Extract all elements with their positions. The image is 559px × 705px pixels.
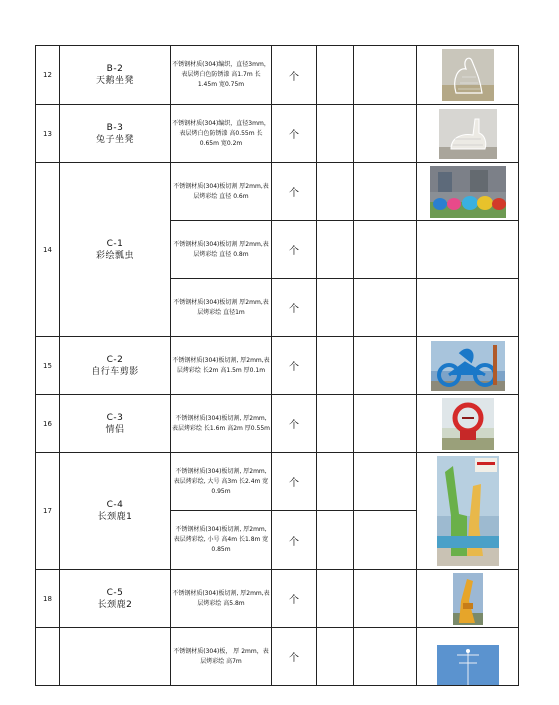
item-name-cell	[60, 46, 171, 105]
photo-cell	[417, 163, 519, 221]
item-name: 情侣	[105, 424, 125, 435]
photo-cell	[417, 46, 519, 105]
photo-cell	[417, 453, 519, 570]
row-number	[36, 628, 60, 686]
table-row	[36, 570, 519, 628]
item-unit: 个	[272, 105, 317, 163]
item-code: C-1	[106, 238, 124, 249]
item-unit: 个	[272, 221, 317, 279]
row-number: 17	[36, 453, 60, 570]
item-code: C-5	[106, 587, 124, 598]
item-name-cell	[60, 570, 171, 628]
table-row	[36, 628, 519, 686]
empty-cell	[317, 279, 354, 337]
item-name: 长颈鹿2	[97, 599, 133, 610]
tall-sculpture-icon	[437, 645, 499, 685]
item-unit: 个	[272, 163, 317, 221]
item-unit: 个	[272, 279, 317, 337]
item-name-cell	[60, 395, 171, 453]
item-unit: 个	[272, 337, 317, 395]
table-row	[36, 105, 519, 163]
item-description: 不锈钢材质(304)板， 厚 2mm，表层烤彩绘 高7m	[171, 628, 272, 686]
item-description: 不锈钢材质(304)板切割 厚2mm,表层烤彩绘 直径1m	[171, 279, 272, 337]
item-unit: 个	[272, 46, 317, 105]
empty-cell	[317, 628, 354, 686]
item-name: 彩绘瓢虫	[95, 250, 134, 261]
product-table	[35, 45, 519, 686]
item-name-cell	[60, 337, 171, 395]
item-unit: 个	[272, 511, 317, 570]
empty-cell	[317, 511, 354, 570]
empty-cell	[317, 453, 354, 511]
item-description: 不锈钢材质(304)板切割, 厚2mm,表层烤彩绘 高5.8m	[171, 570, 272, 628]
table-row	[36, 337, 519, 395]
photo-cell	[417, 395, 519, 453]
table-row	[36, 163, 519, 221]
empty-cell	[317, 105, 354, 163]
item-description: 不锈钢材质(304)板切割 厚2mm,表层烤彩绘 直径 0.6m	[171, 163, 272, 221]
photo-cell	[417, 105, 519, 163]
row-number: 14	[36, 163, 60, 337]
row-number: 16	[36, 395, 60, 453]
item-name-cell	[60, 163, 171, 337]
empty-cell	[354, 105, 417, 163]
table-row	[36, 395, 519, 453]
empty-cell	[354, 163, 417, 221]
table-row	[36, 46, 519, 105]
rabbit-wire-sculpture-icon	[439, 109, 497, 159]
swan-wire-sculpture-icon	[442, 49, 494, 101]
item-description: 不锈钢材质(304)板切割, 厚2mm,表层烤彩绘 长2m 高1.5m 厚0.1m	[171, 337, 272, 395]
row-number: 15	[36, 337, 60, 395]
item-unit: 个	[272, 628, 317, 686]
giraffe-sculpture-icon	[453, 573, 483, 625]
empty-cell	[354, 511, 417, 570]
item-unit: 个	[272, 395, 317, 453]
empty-cell	[317, 221, 354, 279]
item-description: 不锈钢材质(304)板切割, 厚2mm, 表层烤彩绘, 大号 高3m 长2.4m 宽 0.95m	[171, 453, 272, 511]
item-unit: 个	[272, 570, 317, 628]
row-number: 13	[36, 105, 60, 163]
item-description: 不锈钢材质(304)板切割, 厚2mm, 表层烤彩绘, 小号 高4m 长1.8m 宽 0.85m	[171, 511, 272, 570]
item-name-cell	[60, 105, 171, 163]
ladybug-sculptures-icon	[430, 166, 506, 218]
empty-cell	[317, 46, 354, 105]
item-name: 长颈鹿1	[97, 512, 133, 522]
empty-cell	[354, 337, 417, 395]
empty-cell	[317, 163, 354, 221]
item-description: 不锈钢材质(304)编织，直径3mm，表层烤白色防锈漆 高0.55m 长0.65m 宽0.2m	[171, 105, 272, 163]
photo-cell	[417, 337, 519, 395]
empty-cell	[317, 570, 354, 628]
giraffe-sculptures-icon	[437, 456, 499, 566]
empty-cell	[354, 453, 417, 511]
photo-cell	[417, 570, 519, 628]
empty-photo-cell	[417, 221, 519, 279]
photo-cell	[417, 628, 519, 686]
empty-cell	[317, 337, 354, 395]
empty-cell	[354, 628, 417, 686]
empty-cell	[354, 395, 417, 453]
couple-sculpture-icon	[442, 398, 494, 450]
item-description: 不锈钢材质(304)板切割 厚2mm,表层烤彩绘 直径 0.8m	[171, 221, 272, 279]
item-name: 天鹅坐凳	[95, 76, 134, 86]
empty-cell	[317, 395, 354, 453]
item-unit: 个	[272, 453, 317, 511]
empty-cell	[354, 221, 417, 279]
item-name: 兔子坐凳	[95, 134, 134, 145]
row-number: 12	[36, 46, 60, 105]
item-code: C-2	[106, 354, 124, 365]
item-code: C-3	[106, 412, 124, 423]
empty-cell	[354, 279, 417, 337]
empty-photo-cell	[417, 279, 519, 337]
item-description: 不锈钢材质(304)编织，直径3mm，表层烤白色防锈漆 高1.7m 长1.45m 宽0.75m	[171, 46, 272, 105]
bicycle-silhouette-icon	[431, 341, 505, 391]
empty-cell	[354, 46, 417, 105]
item-name-cell	[60, 628, 171, 686]
item-code: B-3	[106, 122, 124, 133]
item-name: 自行车剪影	[91, 366, 139, 377]
table-row	[36, 453, 519, 511]
item-code: C-4	[106, 500, 124, 510]
item-description: 不锈钢材质(304)板切割, 厚2mm, 表层烤彩绘 长1.6m 高2m 厚0.55m	[171, 395, 272, 453]
item-name-cell	[60, 453, 171, 570]
empty-cell	[354, 570, 417, 628]
item-code: B-2	[106, 64, 124, 74]
row-number: 18	[36, 570, 60, 628]
